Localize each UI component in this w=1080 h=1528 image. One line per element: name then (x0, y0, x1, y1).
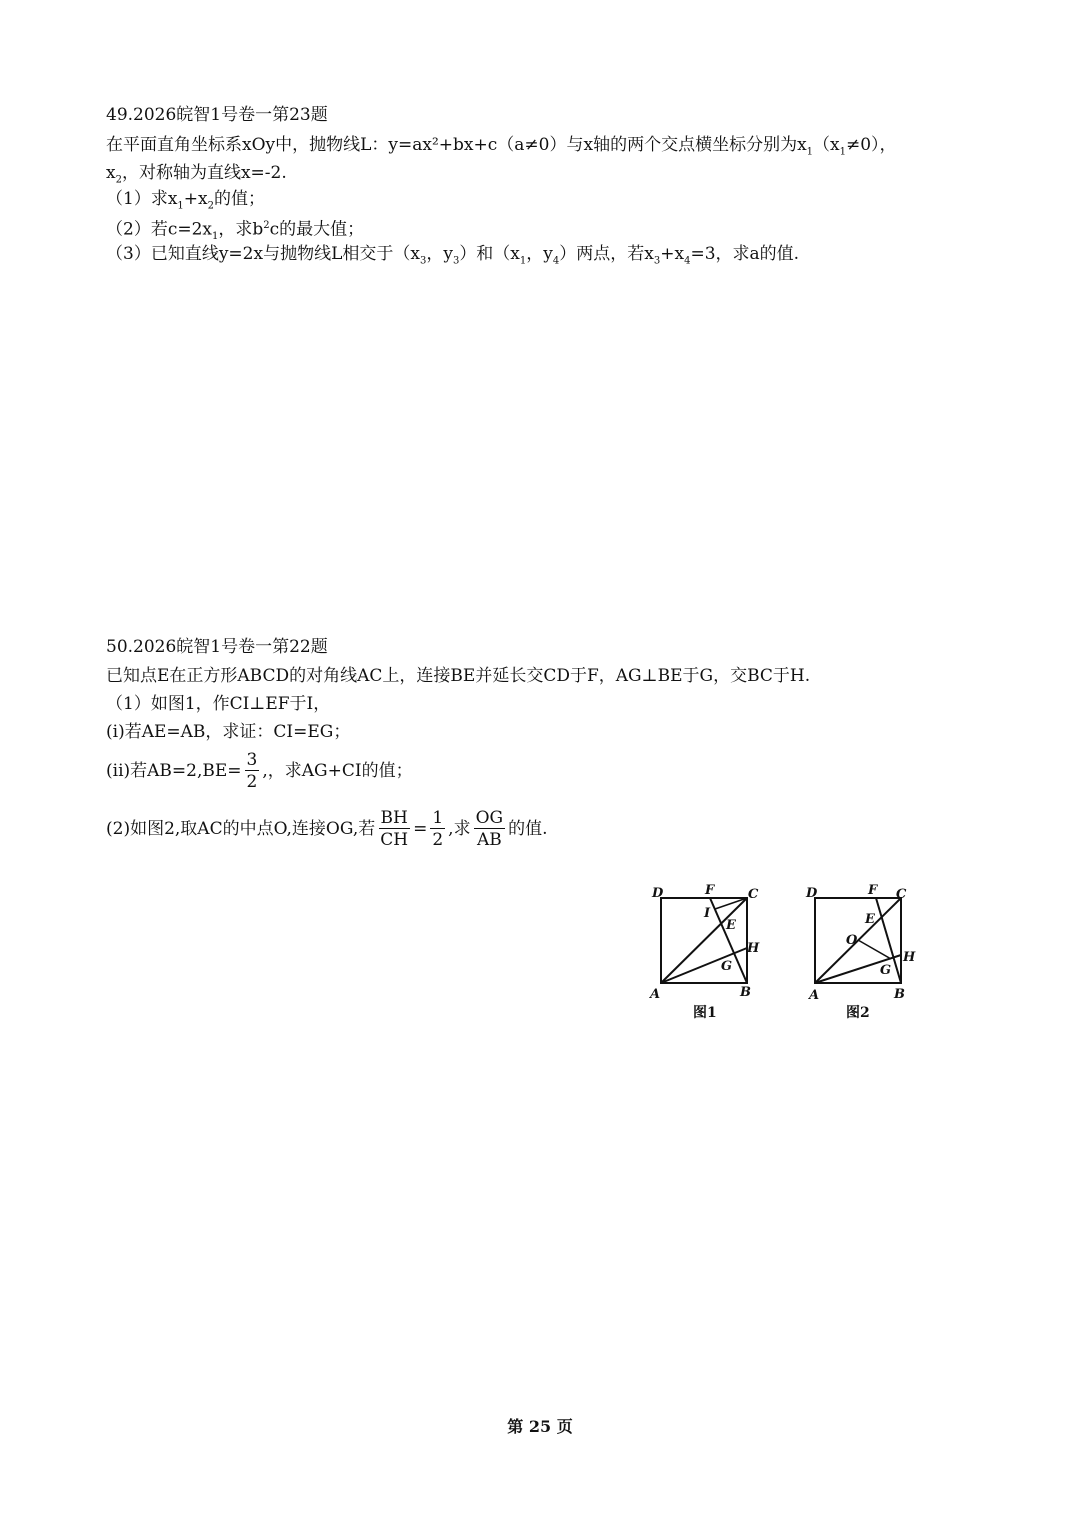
q50-part2 (106, 806, 548, 852)
q49-stem-line2 (106, 162, 287, 191)
subscript: 2 (115, 174, 122, 186)
q50-part2-text: 的值. (508, 819, 548, 839)
label-f: F (705, 883, 715, 898)
subscript: 1 (211, 231, 219, 243)
q50-title: 50.2026皖智1号卷一第22题 (106, 637, 328, 657)
fraction-denominator: 2 (246, 772, 258, 792)
fraction-denominator: 2 (432, 830, 444, 850)
figure-2-caption: 图2 (846, 1005, 870, 1021)
label-d: D (652, 886, 664, 901)
q49-stem-text: （x (813, 135, 840, 155)
q49-part1 (106, 188, 265, 217)
label-i: I (704, 906, 711, 921)
label-a: A (650, 987, 661, 1002)
fraction-denominator: CH (380, 830, 409, 850)
q49-part3-text: （3）已知直线y=2x与抛物线L相交于（x (106, 244, 420, 264)
fraction-numerator: 1 (432, 808, 444, 828)
label-g: G (880, 963, 892, 978)
fraction (245, 750, 260, 793)
q49-part3-text: ，y (426, 244, 453, 264)
fraction (430, 808, 445, 851)
q49-part3-text: ）两点，若x (559, 244, 654, 264)
label-b: B (894, 987, 905, 1002)
subscript: 1 (519, 255, 527, 267)
q50-part1-i: (i)若AE=AB，求证：CI=EG； (106, 722, 351, 742)
q49-part1-text: +x (183, 189, 208, 209)
q49-part3-text: =3，求a的值. (690, 244, 800, 264)
subscript: 1 (839, 146, 846, 158)
equals-sign: = (413, 819, 428, 839)
q49-part1-text: （1）求x (106, 189, 178, 209)
label-a: A (809, 988, 820, 1003)
q49-part3 (106, 243, 799, 272)
fraction-numerator: OG (475, 808, 504, 828)
label-g: G (721, 959, 733, 974)
figure-1-caption: 图1 (693, 1005, 717, 1021)
q50-part1-ii-text: (ii)若AB=2,BE= (106, 761, 242, 781)
q50-stem: 已知点E在正方形ABCD的对角线AC上，连接BE并延长交CD于F，AG⊥BE于G，交BC于H. (106, 666, 811, 686)
subscript: 2 (207, 200, 214, 212)
q49-stem-text: ≠0）， (846, 135, 897, 155)
q49-title: 49.2026皖智1号卷一第23题 (106, 105, 328, 125)
fraction-numerator: BH (380, 808, 408, 828)
q50-part2-text: ,求 (448, 819, 471, 839)
subscript: 4 (552, 255, 560, 267)
q50-part1-ii-text: ,，求AG+CI的值； (262, 761, 413, 781)
label-f: F (868, 883, 878, 898)
segment-og (858, 940, 891, 959)
q49-stem-text: x (106, 163, 116, 183)
label-h: H (747, 941, 760, 956)
figure-2-diagram (802, 878, 922, 1003)
subscript: 3 (452, 255, 460, 267)
figure-2 (802, 878, 922, 1003)
label-e: E (865, 912, 875, 927)
segment-ah (661, 948, 747, 983)
q49-part1-text: 的值； (214, 189, 265, 209)
q49-part2-text: ，求b (218, 219, 264, 240)
label-c: C (896, 887, 907, 902)
page-number: 第 25 页 (507, 1417, 573, 1436)
q49-part3-text: ，y (526, 244, 553, 264)
q50-part2-text: (2)如图2,取AC的中点O,连接OG,若 (106, 819, 376, 839)
fraction (378, 808, 410, 851)
label-o: O (846, 933, 858, 948)
label-e: E (726, 918, 736, 933)
q49-part3-text: +x (660, 244, 685, 264)
fraction (474, 808, 506, 851)
fraction-denominator: AB (476, 830, 502, 850)
q49-stem-text: ，对称轴为直线x=-2. (121, 163, 287, 183)
q49-part2-text: c的最大值； (269, 219, 365, 240)
subscript: 1 (806, 146, 814, 158)
q50-part1-ii (106, 748, 413, 794)
subscript: 1 (177, 200, 184, 212)
label-b: B (740, 985, 751, 1000)
label-d: D (806, 886, 818, 901)
subscript: 4 (684, 255, 691, 267)
subscript: 3 (653, 255, 661, 267)
q49-stem-text: 在平面直角坐标系xOy中，抛物线L：y=ax²+bx+c（a≠0）与x轴的两个交点横坐标分别为x (106, 135, 807, 155)
q50-part1: （1）如图1，作CI⊥EF于I， (106, 694, 331, 714)
figure-1 (648, 878, 768, 1003)
q49-part2-text: （2）若c=2x (106, 219, 212, 240)
label-h: H (903, 950, 916, 965)
label-c: C (748, 887, 759, 902)
q49-part3-text: ）和（x (459, 244, 520, 264)
q49-stem-line1 (106, 134, 897, 163)
subscript: 3 (419, 255, 427, 267)
figure-1-diagram (648, 878, 768, 1003)
superscript: 2 (263, 220, 270, 231)
fraction-numerator: 3 (246, 750, 258, 770)
